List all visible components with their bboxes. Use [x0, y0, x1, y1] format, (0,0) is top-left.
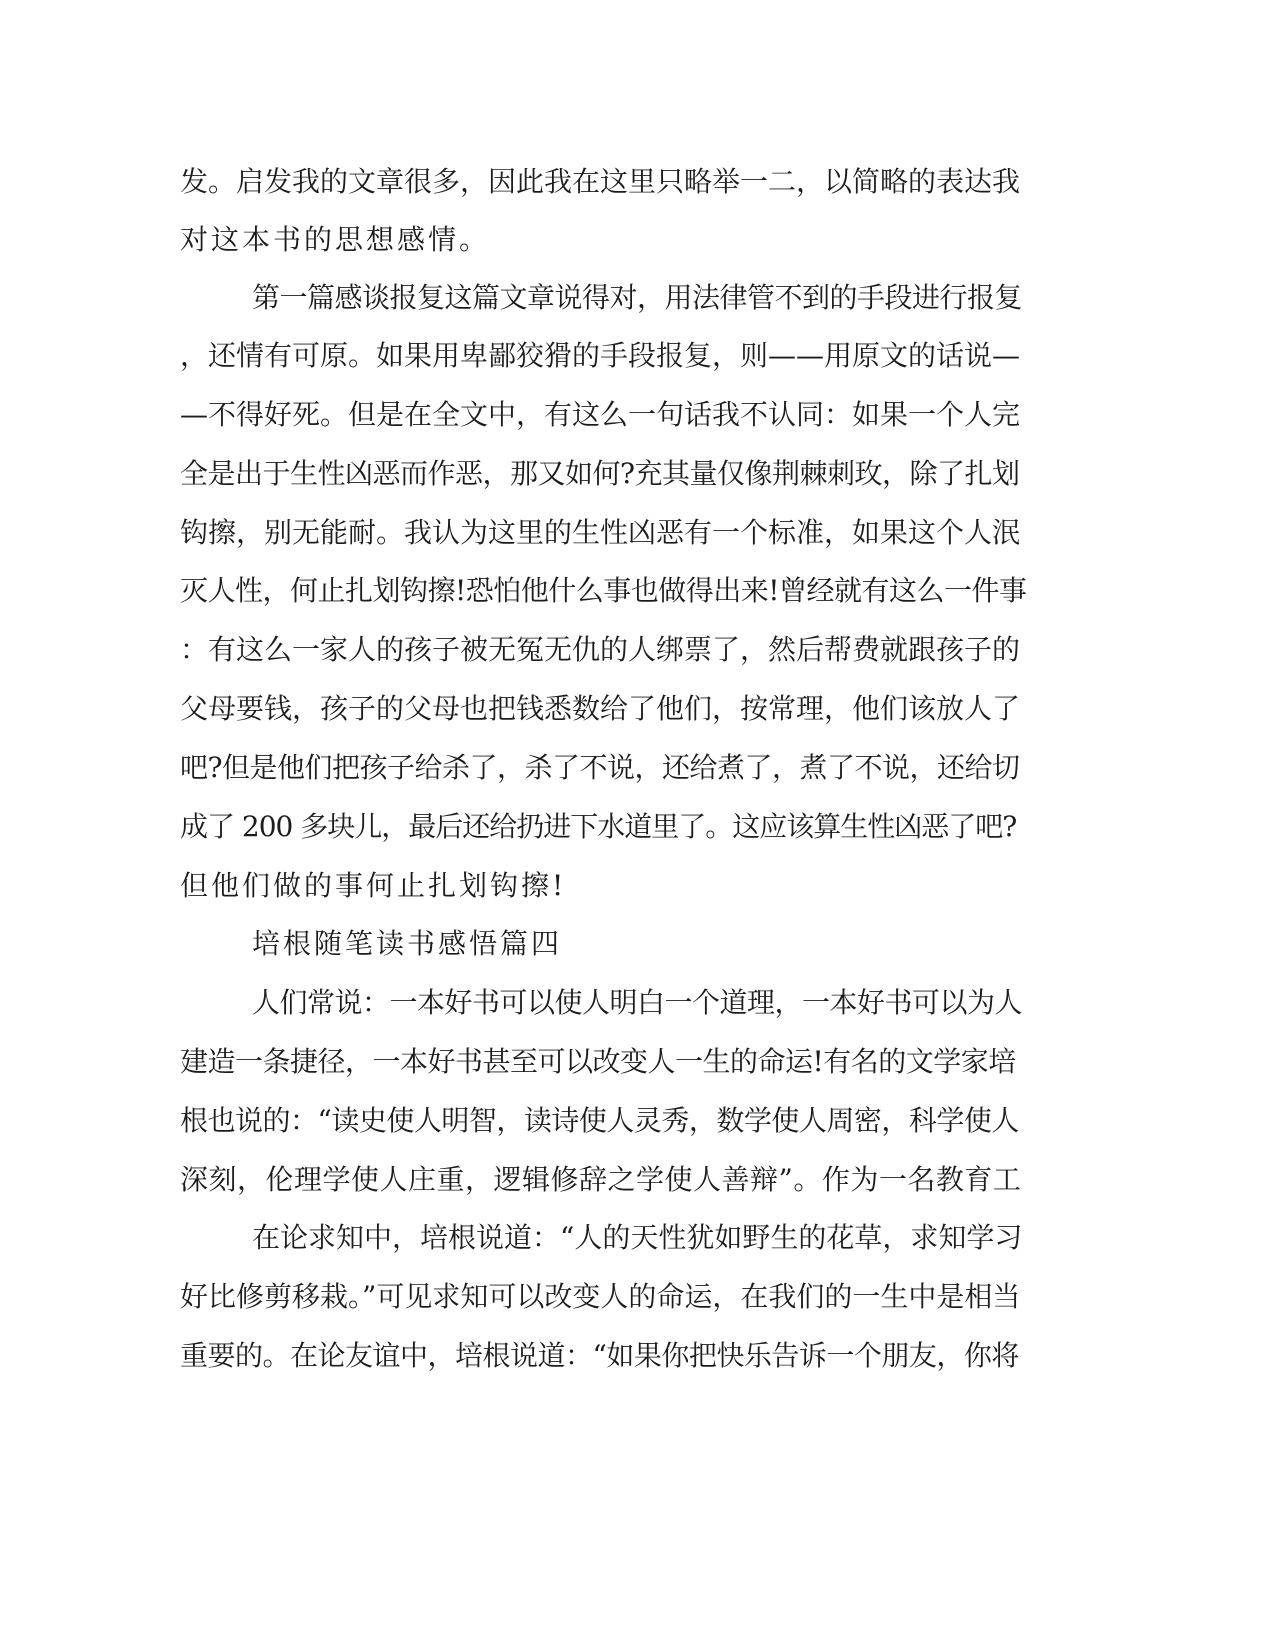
text-line: 在论求知中，培根说道：“人的天性犹如野生的花草，求知学习 — [252, 1221, 1023, 1254]
text-line: 灭人性，何止扎划钩擦!恐怕他什么事也做得出来!曾经就有这么一件事 — [180, 574, 1027, 607]
text-line: 深刻，伦理学使人庄重，逻辑修辞之学使人善辩”。作为一名教育工 — [180, 1163, 1022, 1196]
text-line: 钩擦，别无能耐。我认为这里的生性凶恶有一个标准，如果这个人泯 — [180, 516, 1021, 549]
text-line: ，还情有可原。如果用卑鄙狡猾的手段报复，则——用原文的话说— — [180, 339, 1021, 372]
text-line: 成了 200 多块儿，最后还给扔进下水道里了。这应该算生性凶恶了吧? — [180, 810, 1017, 843]
text-line: ：有这么一家人的孩子被无冤无仇的人绑票了，然后帮费就跟孩子的 — [180, 633, 1021, 666]
text-line: 全是出于生性凶恶而作恶，那又如何?充其量仅像荆棘刺玫，除了扎划 — [180, 457, 1020, 490]
text-line: 根也说的：“读史使人明智，读诗使人灵秀，数学使人周密，科学使人 — [180, 1104, 1019, 1137]
text-line: 父母要钱，孩子的父母也把钱悉数给了他们，按常理，他们该放人了 — [180, 692, 1021, 725]
text-line: —不得好死。但是在全文中，有这么一句话我不认同：如果一个人完 — [180, 398, 1021, 431]
text-line: 对这本书的思想感情。 — [180, 223, 491, 256]
text-line: 重要的。在论友谊中，培根说道：“如果你把快乐告诉一个朋友，你将 — [180, 1339, 1019, 1372]
text-line: 好比修剪移栽。”可见求知可以改变人的命运，在我们的一生中是相当 — [180, 1280, 1021, 1313]
section-heading: 培根随笔读书感悟篇四 — [252, 927, 563, 960]
text-line: 吧?但是他们把孩子给杀了，杀了不说，还给煮了，煮了不说，还给切 — [180, 751, 1020, 784]
text-line: 发。启发我的文章很多，因此我在这里只略举一二，以简略的表达我 — [180, 165, 1021, 198]
text-line: 建造一条捷径，一本好书甚至可以改变人一生的命运!有名的文学家培 — [180, 1045, 1016, 1078]
text-line: 第一篇感谈报复这篇文章说得对，用法律管不到的手段进行报复 — [252, 281, 1023, 314]
text-line: 但他们做的事何止扎划钩擦! — [180, 869, 567, 902]
text-line: 人们常说：一本好书可以使人明白一个道理，一本好书可以为人 — [252, 986, 1023, 1019]
